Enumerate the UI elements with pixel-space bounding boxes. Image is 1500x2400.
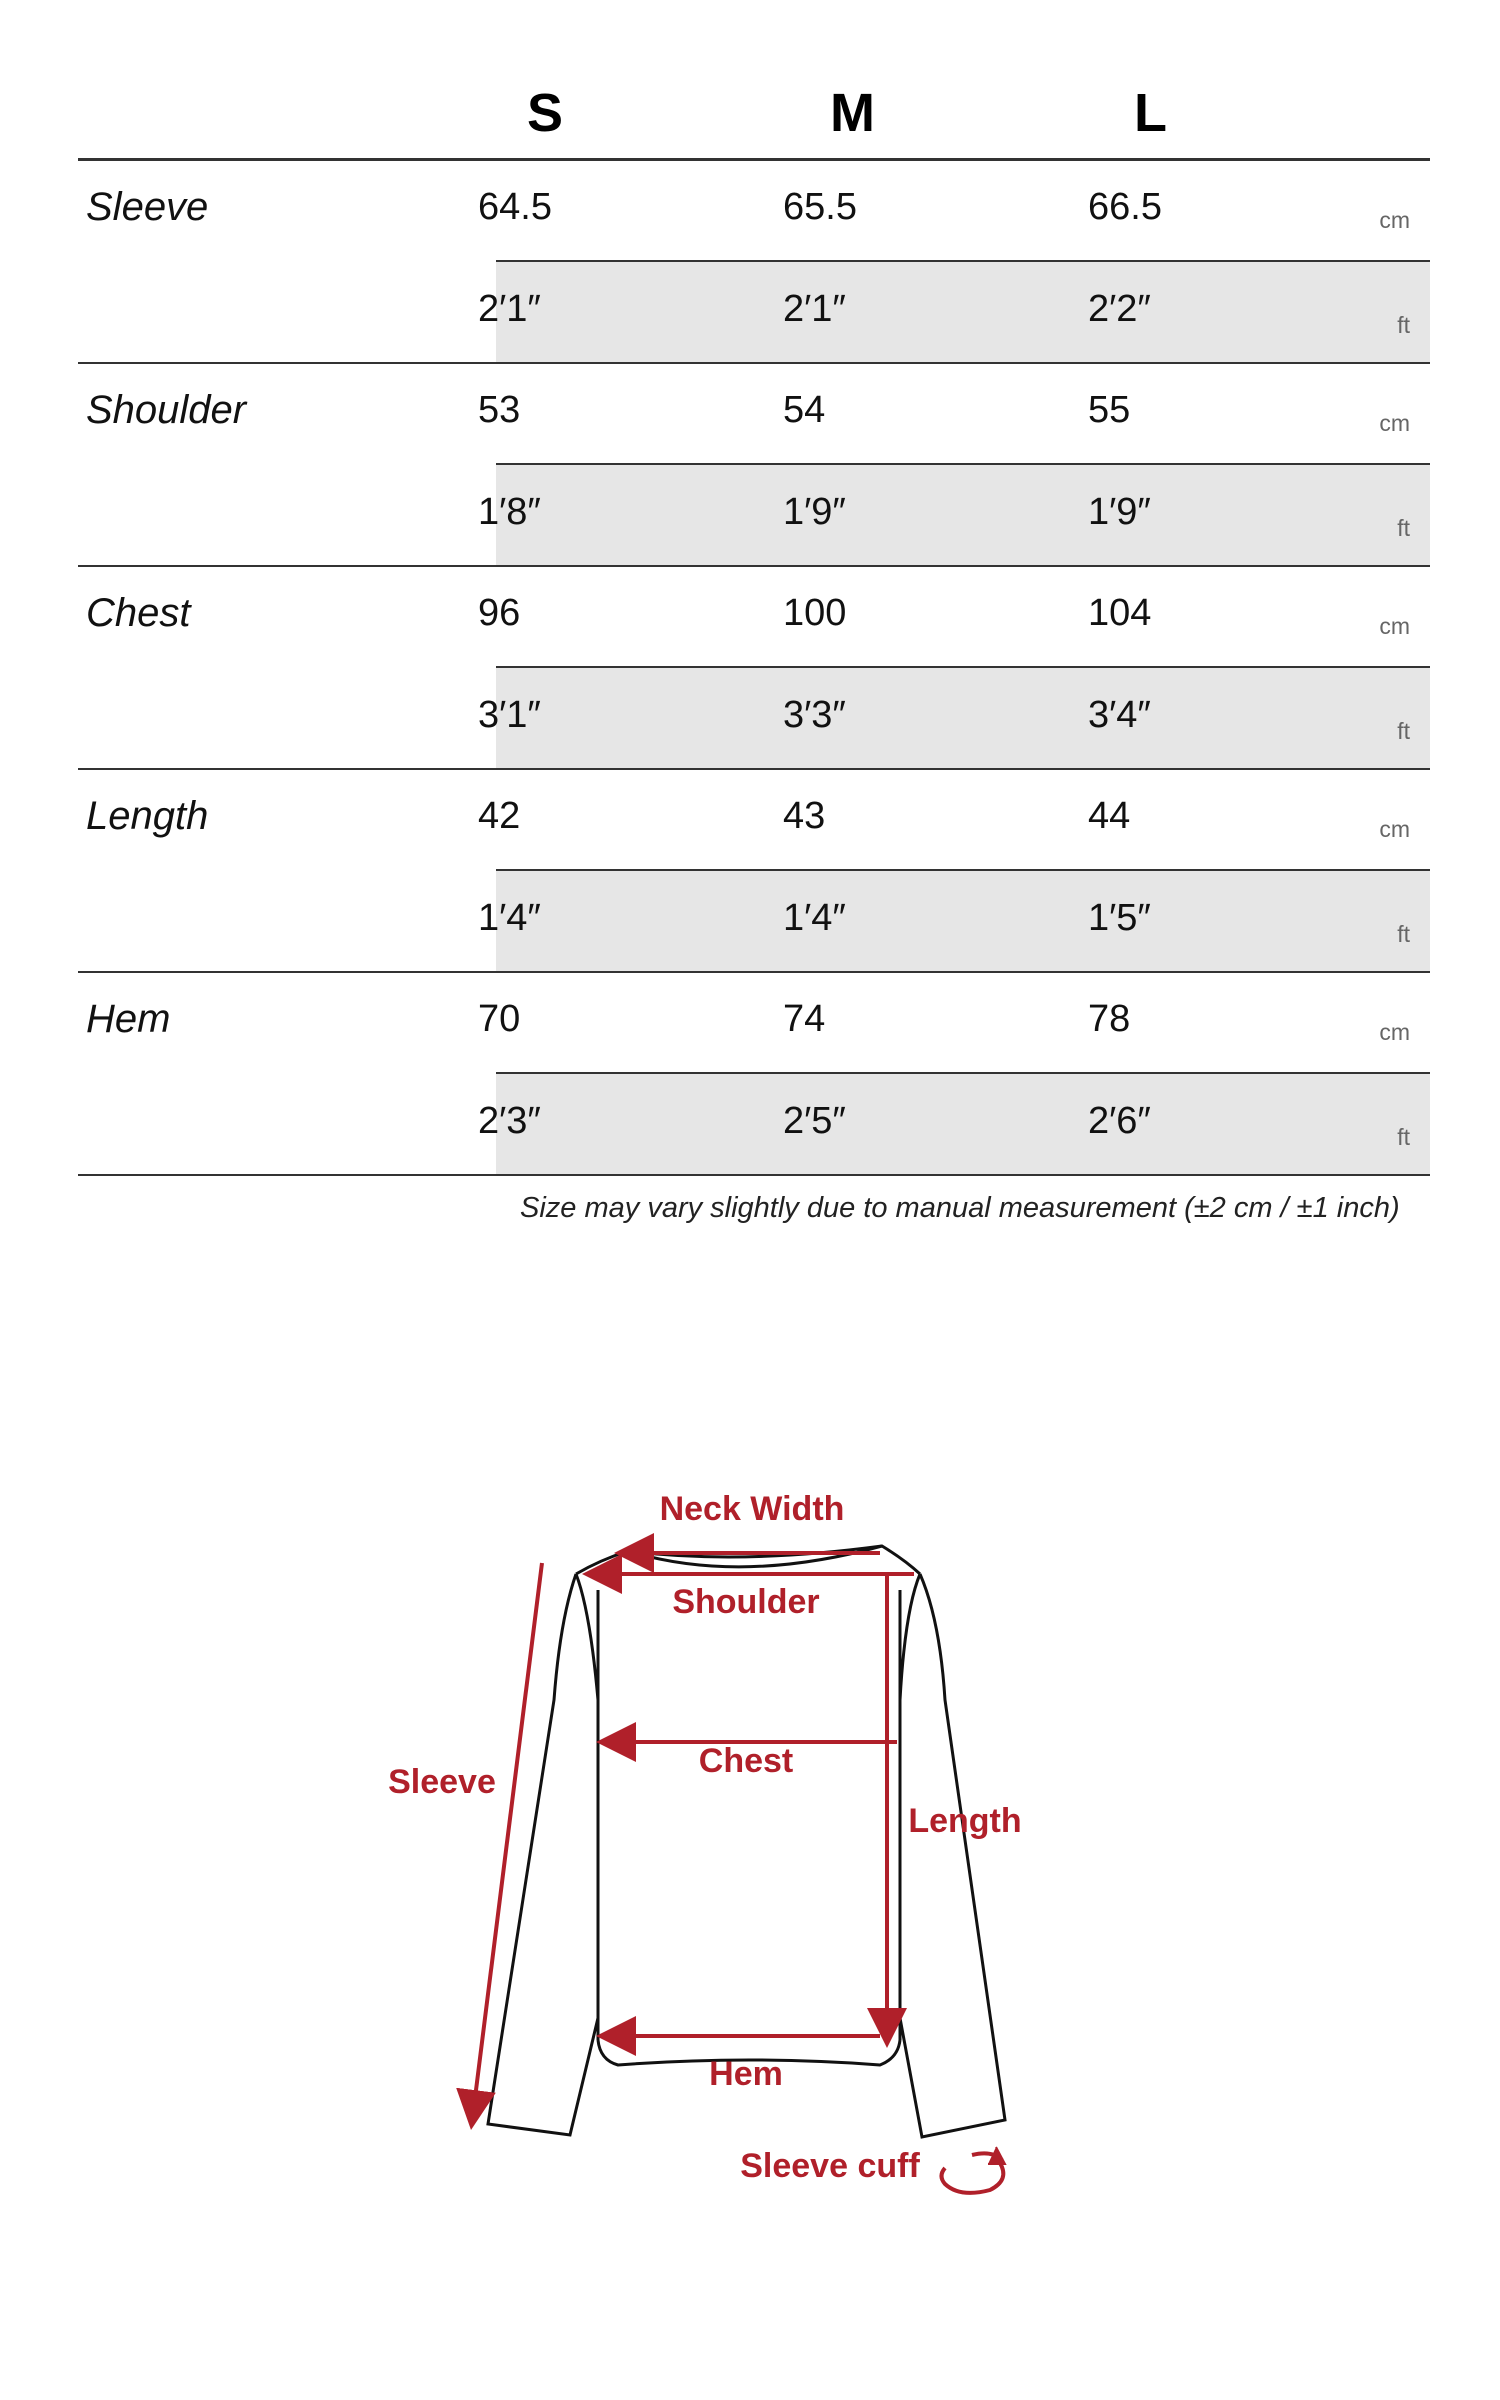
metric-value-cell: 43 — [783, 795, 826, 837]
imperial-value-cell: 3′4″ — [1088, 694, 1151, 736]
measurement-label: Length — [86, 794, 209, 838]
metric-value-cell: 66.5 — [1088, 186, 1162, 228]
imperial-value-cell: 1′8″ — [478, 491, 541, 533]
metric-value-cell: 100 — [783, 592, 847, 634]
header-divider — [78, 158, 1430, 160]
imperial-value-cell: 2′5″ — [783, 1100, 846, 1142]
imperial-unit-label: ft — [1397, 515, 1410, 541]
imperial-unit-label: ft — [1397, 312, 1410, 338]
imperial-row-background — [496, 465, 1430, 566]
measurement-group — [78, 565, 1430, 769]
neck-width-label: Neck Width — [659, 1490, 845, 1528]
imperial-value-cell: 2′6″ — [1088, 1100, 1151, 1142]
metric-unit-label: cm — [1379, 207, 1410, 233]
row-divider — [78, 971, 1430, 973]
imperial-unit-label: ft — [1397, 921, 1410, 947]
imperial-value-cell: 1′9″ — [783, 491, 846, 533]
metric-value-cell: 78 — [1088, 998, 1131, 1040]
metric-unit-label: cm — [1379, 1019, 1410, 1045]
imperial-value-cell: 1′9″ — [1088, 491, 1151, 533]
metric-unit-label: cm — [1379, 816, 1410, 842]
metric-value-cell: 54 — [783, 389, 826, 431]
metric-value-cell: 64.5 — [478, 186, 552, 228]
metric-value-cell: 65.5 — [783, 186, 857, 228]
size-l-label: L — [1134, 83, 1167, 143]
sleeve-arrow — [472, 1563, 542, 2122]
imperial-row-background — [496, 1074, 1430, 1175]
size-header-row — [0, 0, 1500, 159]
imperial-value-cell: 3′3″ — [783, 694, 846, 736]
table-bottom-divider — [78, 1174, 1430, 1176]
row-subdivider — [496, 869, 1430, 871]
metric-value-cell: 70 — [478, 998, 521, 1040]
measurement-group — [78, 971, 1430, 1175]
sleeve-cuff-label: Sleeve cuff — [740, 2147, 920, 2185]
imperial-value-cell: 2′2″ — [1088, 288, 1151, 330]
imperial-value-cell: 2′1″ — [783, 288, 846, 330]
metric-unit-label: cm — [1379, 410, 1410, 436]
imperial-unit-label: ft — [1397, 1124, 1410, 1150]
imperial-value-cell: 3′1″ — [478, 694, 541, 736]
measurement-arrows — [472, 1553, 914, 2122]
metric-value-cell: 42 — [478, 795, 521, 837]
metric-value-cell: 44 — [1088, 795, 1131, 837]
metric-value-cell: 104 — [1088, 592, 1152, 634]
shoulder-label: Shoulder — [672, 1583, 820, 1621]
imperial-value-cell: 2′3″ — [478, 1100, 541, 1142]
imperial-value-cell: 1′4″ — [783, 897, 846, 939]
row-subdivider — [496, 463, 1430, 465]
measurement-label: Chest — [86, 591, 191, 635]
measurement-group — [78, 159, 1430, 363]
row-divider — [78, 565, 1430, 567]
metric-unit-label: cm — [1379, 613, 1410, 639]
imperial-unit-label: ft — [1397, 718, 1410, 744]
measurement-label: Sleeve — [86, 185, 209, 229]
row-subdivider — [496, 1072, 1430, 1074]
imperial-value-cell: 1′5″ — [1088, 897, 1151, 939]
metric-value-cell: 53 — [478, 389, 521, 431]
length-label: Length — [908, 1802, 1022, 1840]
chest-label: Chest — [698, 1742, 794, 1780]
measurement-group — [78, 362, 1430, 566]
metric-value-cell: 96 — [478, 592, 521, 634]
measurement-note: Size may vary slightly due to manual measurement (±2 cm / ±1 inch) — [520, 1192, 1400, 1224]
measurement-label: Shoulder — [86, 388, 247, 432]
sleeve-label: Sleeve — [388, 1763, 496, 1801]
row-subdivider — [496, 666, 1430, 668]
size-s-label: S — [527, 83, 564, 143]
size-m-label: M — [830, 83, 875, 143]
row-subdivider — [496, 260, 1430, 262]
imperial-row-background — [496, 871, 1430, 972]
metric-value-cell: 55 — [1088, 389, 1131, 431]
row-divider — [78, 362, 1430, 364]
measurement-group — [78, 768, 1430, 972]
metric-value-cell: 74 — [783, 998, 826, 1040]
row-divider — [78, 768, 1430, 770]
imperial-value-cell: 2′1″ — [478, 288, 541, 330]
imperial-value-cell: 1′4″ — [478, 897, 541, 939]
hem-label: Hem — [709, 2055, 783, 2093]
measurement-label: Hem — [86, 997, 171, 1041]
imperial-row-background — [496, 668, 1430, 769]
rotate-arrow-icon — [942, 2147, 1006, 2193]
garment-outline — [488, 1546, 1005, 2137]
imperial-row-background — [496, 262, 1430, 363]
